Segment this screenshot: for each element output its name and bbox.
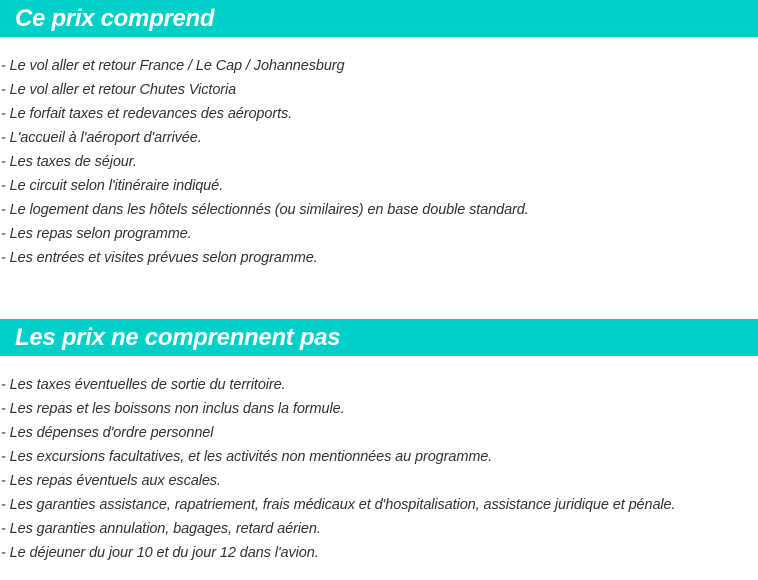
list-item: - Les garanties assistance, rapatriement, frais médicaux et d'hospitalisation, assistance juridique et pénale. xyxy=(1,497,676,513)
list-item: - Le vol aller et retour France / Le Cap / Johannesburg xyxy=(1,58,345,74)
list-item: - Le déjeuner du jour 10 et du jour 12 dans l'avion. xyxy=(1,545,319,561)
section-header-excludes xyxy=(0,319,758,356)
list-item: - L'accueil à l'aéroport d'arrivée. xyxy=(1,130,202,146)
list-item: - Le logement dans les hôtels sélectionnés (ou similaires) en base double standard. xyxy=(1,202,529,218)
list-item: - Les repas et les boissons non inclus dans la formule. xyxy=(1,401,345,417)
list-item: - Les taxes de séjour. xyxy=(1,154,137,170)
list-item: - Les repas selon programme. xyxy=(1,226,192,242)
list-item: - Les entrées et visites prévues selon programme. xyxy=(1,250,318,266)
list-item: - Les garanties annulation, bagages, retard aérien. xyxy=(1,521,321,537)
includes-list xyxy=(1,54,529,270)
list-item: - Les excursions facultatives, et les activités non mentionnées au programme. xyxy=(1,449,493,465)
list-item: - Le vol aller et retour Chutes Victoria xyxy=(1,82,237,98)
list-item: - Le circuit selon l'itinéraire indiqué. xyxy=(1,178,224,194)
section-title-includes: Ce prix comprend xyxy=(15,4,215,32)
list-item: - Les taxes éventuelles de sortie du territoire. xyxy=(1,377,286,393)
list-item: - Les dépenses d'ordre personnel xyxy=(1,425,214,441)
list-item: - Le forfait taxes et redevances des aéroports. xyxy=(1,106,293,122)
list-item: - Les repas éventuels aux escales. xyxy=(1,473,221,489)
section-title-excludes: Les prix ne comprennent pas xyxy=(15,323,341,351)
section-header-includes xyxy=(0,0,758,37)
excludes-list xyxy=(1,373,675,565)
